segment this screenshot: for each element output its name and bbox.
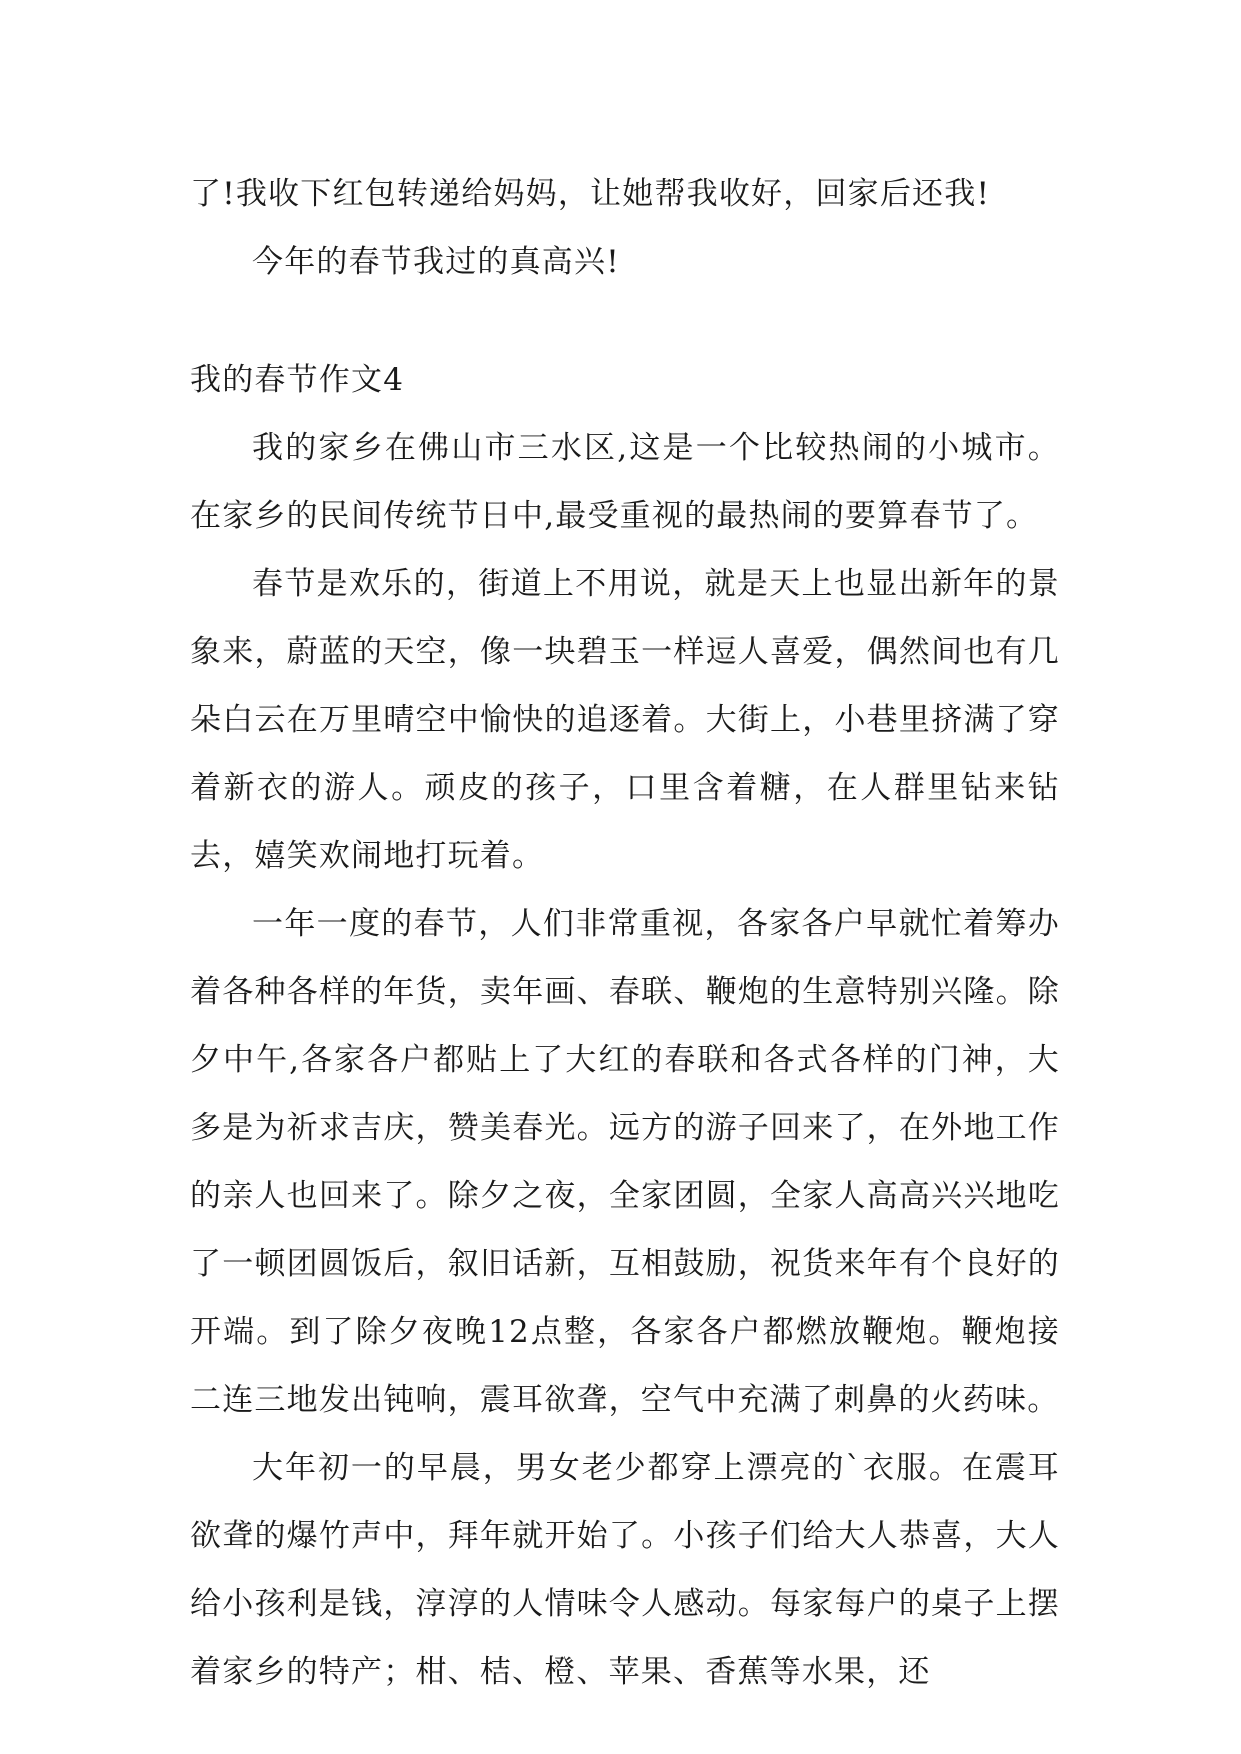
paragraph-4: 大年初一的早晨，男女老少都穿上漂亮的`衣服。在震耳欲聋的爆竹声中，拜年就开始了。小孩子们给大人恭喜，大人给小孩利是钱，淳淳的人情味令人感动。每家每户的桌子上摆着家乡的特产；柑、桔、橙、苹果、香蕉等水果，还 xyxy=(190,1450,1060,1690)
paragraph-3: 一年一度的春节，人们非常重视，各家各户早就忙着筹办着各种各样的年货，卖年画、春联、鞭炮的生意特别兴隆。除夕中午,各家各户都贴上了大红的春联和各式各样的门神，大多是为祈求吉庆，赞美春光。远方的游子回来了，在外地工作的亲人也回来了。除夕之夜，全家团圆，全家人高高兴兴地吃了一顿团圆饭后，叙旧话新，互相鼓励，祝货来年有个良好的开端。到了除夕夜晚12点整，各家各户都燃放鞭炮。鞭炮接二连三地发出钝响，震耳欲聋，空气中充满了刺鼻的火药味。 xyxy=(190,906,1060,1418)
closing-paragraph: 今年的春节我过的真高兴! xyxy=(252,244,620,280)
continuation-paragraph: 了!我收下红包转递给妈妈，让她帮我收好，回家后还我! xyxy=(190,176,991,212)
paragraph-1: 我的家乡在佛山市三水区,这是一个比较热闹的小城市。在家乡的民间传统节日中,最受重视的最热闹的要算春节了。 xyxy=(190,430,1060,534)
document-body xyxy=(190,160,1060,1706)
section-title: 我的春节作文4 xyxy=(190,362,405,398)
paragraph-2: 春节是欢乐的，街道上不用说，就是天上也显出新年的景象来，蔚蓝的天空，像一块碧玉一样逗人喜爱，偶然间也有几朵白云在万里晴空中愉快的追逐着。大街上，小巷里挤满了穿着新衣的游人。顽皮的孩子，口里含着糖，在人群里钻来钻去，嬉笑欢闹地打玩着。 xyxy=(190,566,1060,874)
